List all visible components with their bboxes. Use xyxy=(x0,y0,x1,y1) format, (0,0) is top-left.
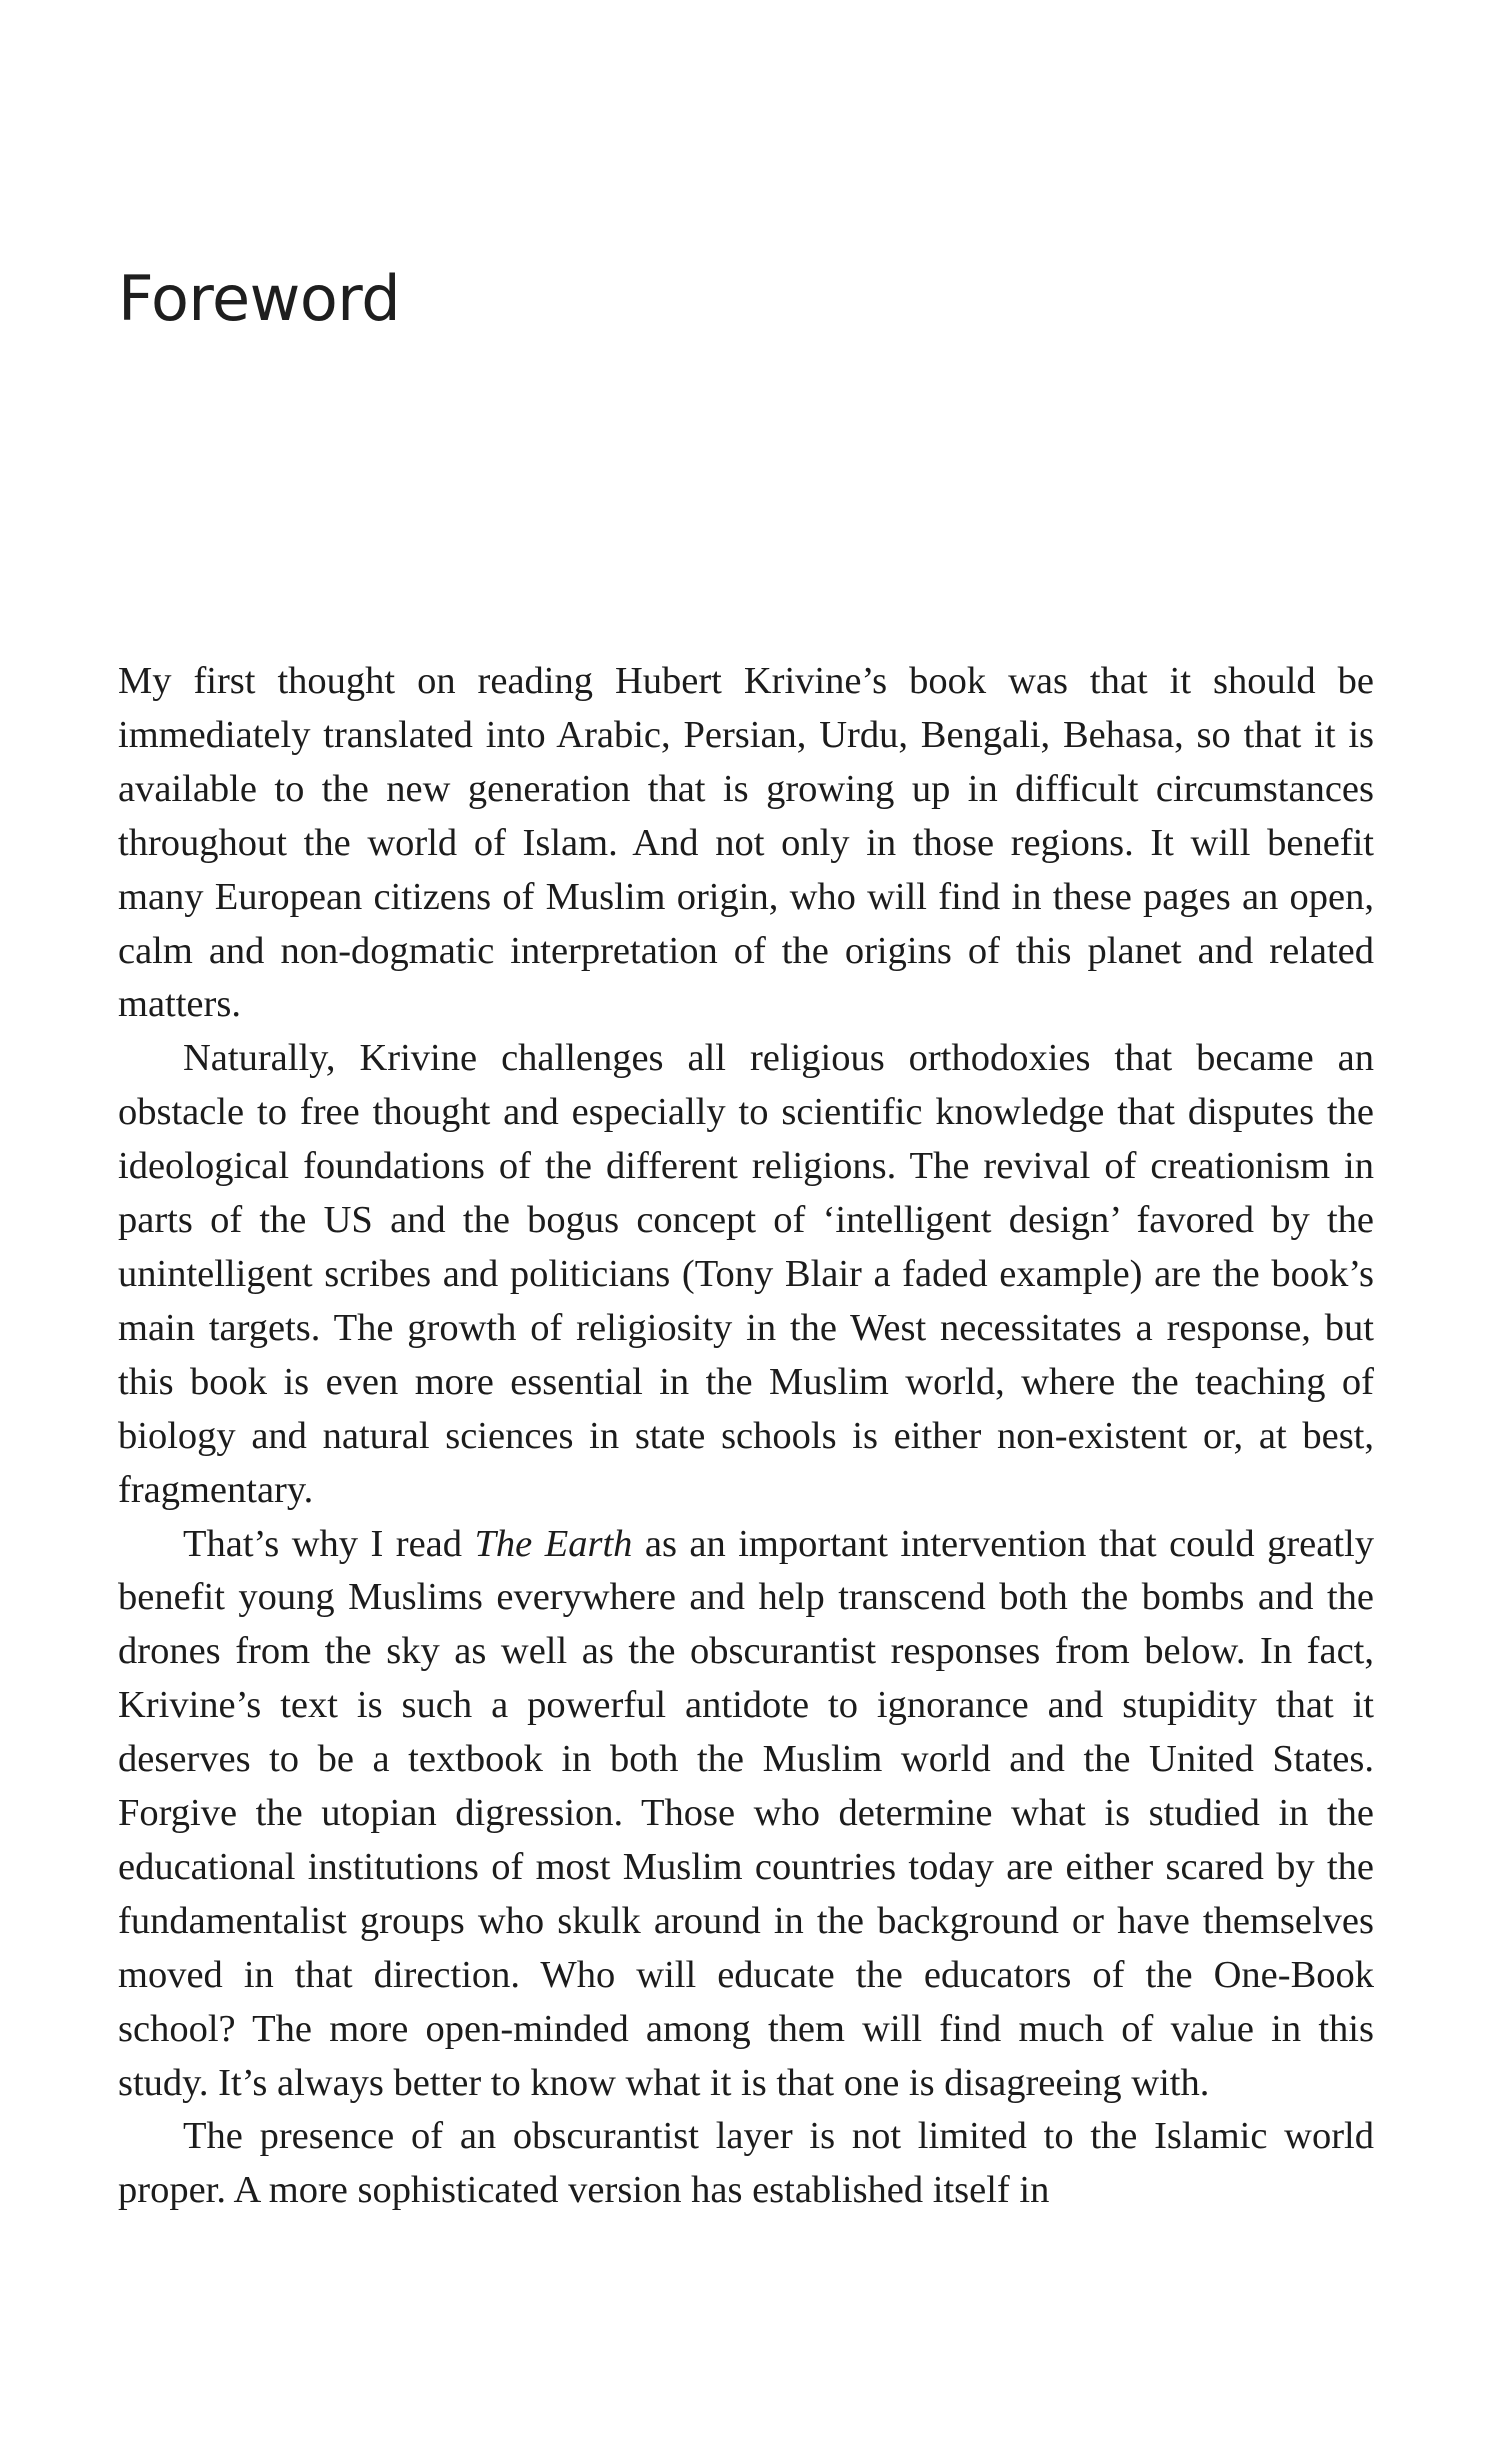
chapter-title: Foreword xyxy=(118,262,401,335)
paragraph-3-lead: That’s why I read xyxy=(183,1522,475,1565)
paragraph-4: The presence of an obscurantist layer is not limited to the Islamic world proper. A more sophisticated version has established itself in xyxy=(118,2115,1374,2212)
book-title-italic: The Earth xyxy=(474,1522,633,1565)
body-text xyxy=(118,655,1374,2218)
paragraph-3-rest: as an important intervention that could greatly benefit young Muslims everywhere and help transcend both the bombs and the drones from the sky as well as the obscurantist responses from below. In fact, Krivine’s text is such a powerful antidote to ignorance and stupidity that it deserves to be a textbook in both the Muslim world and the United States. Forgive the utopian digression. Those who determine what is studied in the educational institutions of most Muslim countries today are either scared by the fundamentalist groups who skulk around in the background or have themselves moved in that direction. Who will educate the educators of the One-Book school? The more open-minded among them will find much of value in this study. It’s always better to know what it is that one is disagreeing with. xyxy=(118,1522,1374,2104)
paragraph-3 xyxy=(118,1518,1374,2111)
paragraph-2: Naturally, Krivine challenges all religious orthodoxies that became an obstacle to free thought and especially to scientific knowledge that disputes the ideological foundations of the different religions. The revival of creationism in parts of the US and the bogus concept of ‘intelligent design’ favored by the unintelligent scribes and politicians (Tony Blair a faded example) are the book’s main targets. The growth of religiosity in the West necessitates a response, but this book is even more essential in the Muslim world, where the teaching of biology and natural sciences in state schools is either non-existent or, at best, fragmentary. xyxy=(118,1037,1374,1511)
paragraph-1: My first thought on reading Hubert Krivine’s book was that it should be immediately translated into Arabic, Persian, Urdu, Bengali, Behasa, so that it is available to the new generation that is growing up in difficult circumstances throughout the world of Islam. And not only in those regions. It will benefit many European citizens of Muslim origin, who will find in these pages an open, calm and non-dogmatic interpretation of the origins of this planet and related matters. xyxy=(118,660,1374,1026)
